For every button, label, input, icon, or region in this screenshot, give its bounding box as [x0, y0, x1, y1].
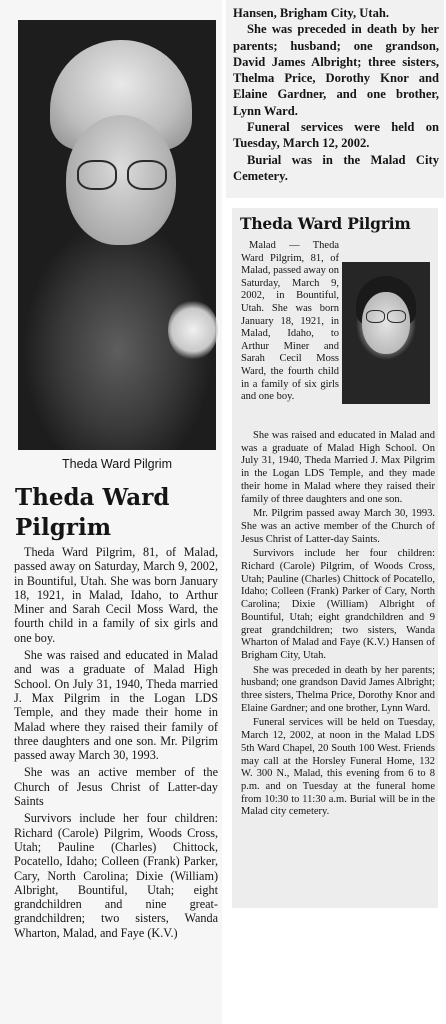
top-article-body: [233, 5, 439, 184]
right-paragraph: Mr. Pilgrim passed away March 30, 1993. She was an active member of the Church of Jesus Christ of Latter-day Saints.: [241, 508, 435, 545]
left-article-body: [14, 545, 218, 943]
headline-line-2: Pilgrim: [15, 514, 112, 541]
top-lead-line: Hansen, Brigham City, Utah.: [233, 6, 390, 20]
right-paragraph: She was preceded in death by her parents; husband; one grandson David James Albright; three sisters, Thelma Price, Dorothy Knor and Elaine Gardner; and one brother, Lynn Ward.: [241, 664, 435, 714]
right-article-body: [241, 430, 435, 821]
left-paragraph: Survivors include her four children: Richard (Carole) Pilgrim, Woods Cross, Utah; Pauline (Charles) Chittock, Pocatello, Idaho; Colleen (Frank) Parker, Cary, North Carolina; Dixie (William) Albright, Bountiful, Utah; eight grandchildren and nine great-grandchildren; two sisters, Wanda Wharton, Malad, and Faye (K.V.): [14, 811, 218, 940]
left-paragraph: She was an active member of the Church of Jesus Christ of Latter-day Saints: [14, 765, 218, 809]
left-paragraph: She was raised and educated in Malad and was a graduate of Malad High School. On July 31, 1940, Theda married J. Max Pilgrim in the Logan LDS Temple, and they made their home in Malad where they raised their family of three daughters and one son. Mr. Pilgrim passed away March 30, 1993.: [14, 648, 218, 763]
portrait-corsage: [168, 300, 218, 360]
obituary-headline: [15, 483, 220, 543]
left-paragraph: Theda Ward Pilgrim, 81, of Malad, passed away on Saturday, March 9, 2002, in Bountiful, Utah. She was born January 18, 1921, in Malad, Idaho, to Arthur Miner and Sarah Cecil Moss Ward, the fourth child in a family of six girls and one boy.: [14, 545, 218, 645]
top-paragraph: Funeral services were held on Tuesday, March 12, 2002.: [233, 120, 439, 151]
left-obituary-clipping: [0, 0, 222, 1024]
photo-caption: Theda Ward Pilgrim: [62, 457, 172, 471]
portrait-photo-large: [18, 20, 216, 450]
small-portrait-glasses: [364, 310, 408, 324]
right-paragraph: Survivors include her four children: Richard (Carole) Pilgrim, of Woods Cross, Utah; Pauline (Charles) Chittock of Pocatello, Idaho; Colleen (Frank) Parker of Cary, North Carolina; Dixie (William) Albright of Bountiful, Utah; eight grandchildren and 9 great grandchildren; two sisters, Wanda Wharton of Malad and Faye (K.V.) Hansen of Brigham City, Utah.: [241, 548, 435, 661]
top-paragraph: She was preceded in death by her parents; husband; one grandson, David James Albright; three sisters, Thelma Price, Dorothy Knor and Elaine Gardner, and one brother, Lynn Ward.: [233, 22, 439, 118]
right-paragraph: She was raised and educated in Malad and was a graduate of Malad High School. On July 31, 1940, Theda Married J. Max Pilgrim in the Logan LDS Temple, and they made their home in Malad where they raised their family of three daughters and one son.: [241, 430, 435, 505]
headline-line-1: Theda Ward: [15, 484, 170, 511]
right-headline: Theda Ward Pilgrim: [240, 214, 411, 233]
right-intro-paragraph: Malad — Theda Ward Pilgrim, 81, of Malad, passed away on Saturday, March 9, 2002, in Bountiful, Utah. She was born January 18, 1921, in Malad, Idaho, to Arthur Miner and Sarah Cecil Moss Ward, the fourth child in a family of six girls and one boy.: [241, 240, 339, 403]
portrait-photo-small: [342, 262, 430, 404]
right-paragraph: Funeral services will be held on Tuesday, March 12, 2002, at noon in the Malad LDS 5th Ward Chapel, 20 South 100 West. Friends may call at the Horsley Funeral Home, 132 W. 300 N., Malad, this evening from 6 to 8 p.m. and on Tuesday at the funeral home from 10:30 to 11:30 a.m. Burial will be in the Malad city cemetery.: [241, 717, 435, 818]
top-paragraph: Burial was in the Malad City Cemetery.: [233, 152, 439, 183]
right-article-intro: [241, 240, 339, 404]
portrait-glasses: [73, 160, 171, 190]
